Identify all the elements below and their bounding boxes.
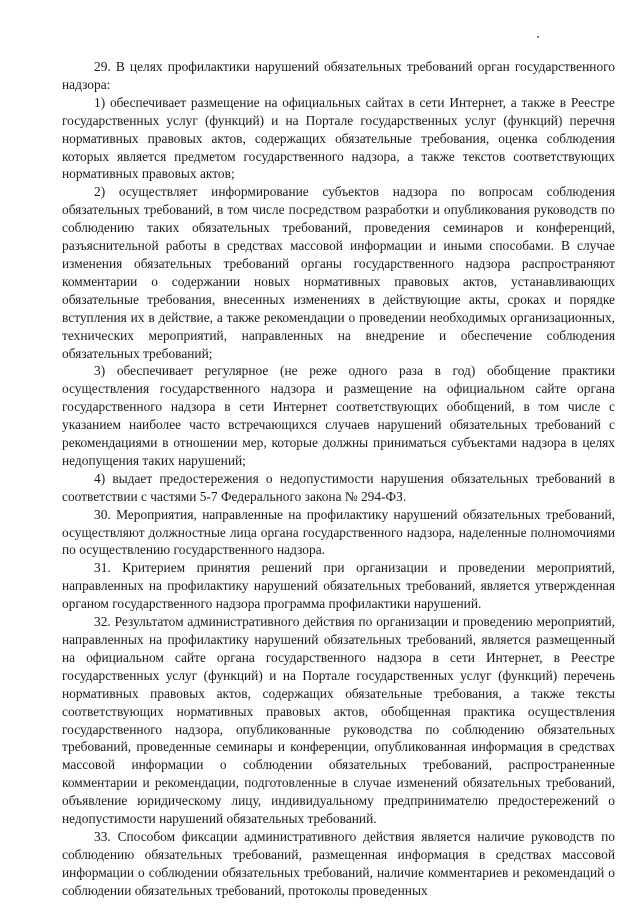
scan-speck [537,36,539,38]
paragraph-29-item-3: 3) обеспечивает регулярное (не реже одного раза в год) обобщение практики осуществления государственного надзора и размещение на официальном сайте органа государственного надзора в сети Интернет соответствующих обобщений, в том числе с указанием наиболее часто встречающихся случаев нарушений обязательных требований с рекомендациями в отношении мер, которые должны приниматься субъектами надзора в целях недопущения таких нарушений; [62,363,615,468]
paragraph-29-intro: 29. В целях профилактики нарушений обязательных требований орган государственного надзора: [62,59,615,92]
paragraph-29-item-4: 4) выдает предостережения о недопустимости нарушения обязательных требований в соответствии с частями 5-7 Федерального закона № 294-ФЗ. [62,470,615,504]
paragraph-29-item-1: 1) обеспечивает размещение на официальных сайтах в сети Интернет, а также в Реестре государственных услуг (функций) и на Портале государственных услуг (функций) перечня нормативных правовых актов, содержащих обязательные требования, оценка соблюдения которых является предметом государственного надзора, а также текстов соответствующих нормативных правовых актов; [62,94,615,182]
document-body [62,58,615,900]
paragraph-31: 31. Критерием принятия решений при организации и проведении мероприятий, направленных на профилактику нарушений обязательных требований, является утвержденная органом государственного надзора программа профилактики нарушений. [62,560,615,612]
paragraph-32: 32. Результатом административного действия по организации и проведению мероприятий, направленных на профилактику нарушений обязательных требований, является размещенный на официальном сайте органа государственного надзора в сети Интернет, в Реестре государственных услуг (функций) и на Портале государственных услуг (функций) перечень нормативных правовых актов, содержащих обязательные требования, а также тексты соответствующих нормативных правовых актов, обобщенная практика осуществления государственного надзора, опубликованные руководства по соблюдению обязательных требований, проведенные семинары и конференции, опубликованная информация в средствах массовой информации о соблюдении обязательных требований, распространенные комментарии и рекомендации, подготовленные в случае изменений обязательных требований, объявление юридическому лицу, индивидуальному предпринимателю предостережений о недопустимости нарушений обязательных требований. [62,614,615,827]
paragraph-29-item-2: 2) осуществляет информирование субъектов надзора по вопросам соблюдения обязательных требований, в том числе посредством разработки и опубликования руководств по соблюдению таких обязательных требований, проведения семинаров и конференций, разъяснительной работы в средствах массовой информации и иными способами. В случае изменения обязательных требований органы государственного надзора распространяют комментарии о содержании новых нормативных правовых актов, устанавливающих обязательные требования, внесенных изменениях в действующие акты, сроках и порядке вступления их в действие, а также рекомендации о проведении необходимых организационных, технических мероприятий, направленных на внедрение и обеспечение соблюдения обязательных требований; [62,184,615,361]
paragraph-33: 33. Способом фиксации административного действия является наличие руководств по соблюдению обязательных требований, размещенная информация в средствах массовой информации о соблюдении обязательных требований, наличие комментариев и рекомендаций о соблюдении обязательных требований, протоколы проведенных [62,828,615,898]
paragraph-30: 30. Мероприятия, направленные на профилактику нарушений обязательных требований, осуществляют должностные лица органа государственного надзора, наделенные полномочиями по осуществлению государственного надзора. [62,506,615,558]
